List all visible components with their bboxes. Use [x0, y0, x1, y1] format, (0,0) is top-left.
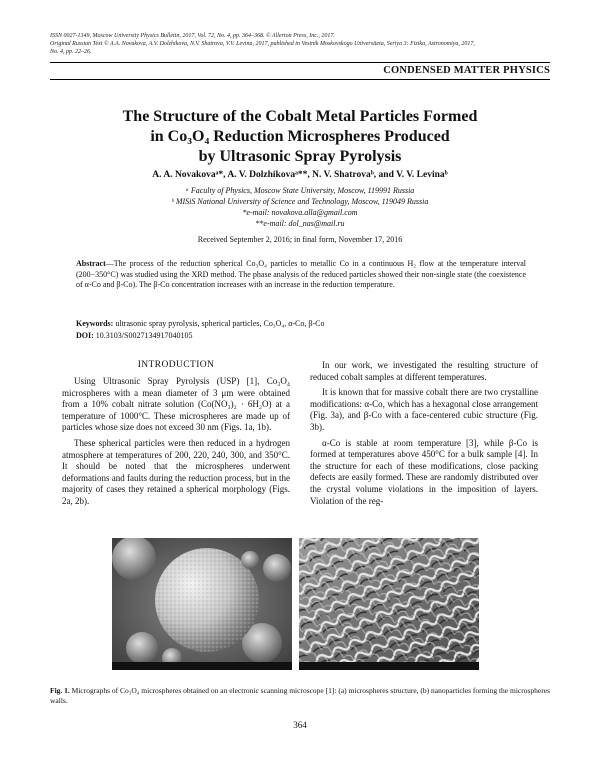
doi-text: 10.3103/S0027134917040105 [93, 331, 193, 340]
abstract-label: Abstract [76, 259, 106, 268]
email-1: *e-mail: novakova.alla@gmail.com [242, 208, 358, 217]
title-line-1: The Structure of the Cobalt Metal Particles Formed [122, 108, 478, 125]
email-2: **e-mail: dol_nas@mail.ru [255, 219, 345, 228]
figure-caption-text: Micrographs of Co₃O₄ microspheres obtained on an electronic scanning microscope [1]: (a) microspheres structure, (b) nanoparticles forming the microspheres walls. [50, 686, 550, 705]
left-column [62, 376, 290, 512]
journal-header-line-3: No. 4, pp. 22–26. [50, 49, 92, 55]
right-paragraph-2: It is known that for massive cobalt there are two crystalline modifications: α-Co, which has a hexagonal close arrangement (Fig. 3a), and β-Co with a face-centered cubic structure (Fig. 3b). [310, 387, 538, 432]
title-line-2: in Co₃O₄ Reduction Microspheres Produced [150, 128, 450, 145]
right-column [310, 360, 538, 511]
keywords-line [76, 318, 526, 329]
introduction-heading: INTRODUCTION [137, 360, 215, 370]
right-paragraph-3: α-Co is stable at room temperature [3], while β-Co is formed at temperatures above 450°C for a bulk sample [4]. In the structure for each of these modifications, close packing defects are easily formed. These are randomly distributed over the crystal volume violations in the imposition of layers. Violation of the reg- [310, 437, 538, 506]
figure-caption [50, 686, 550, 706]
micrograph-a-image [112, 538, 292, 670]
scalebar-b [299, 662, 479, 670]
figure-caption-label: Fig. 1. [50, 686, 70, 695]
journal-header-line-1: ISSN 0027-1349, Moscow University Physics Bulletin, 2017, Vol. 72, No. 4, pp. 364–368. © Allerton Press, Inc., 2017. [50, 33, 335, 39]
keywords-text: ultrasonic spray pyrolysis, spherical particles, Co₃O₄, α-Co, β-Co [113, 319, 325, 328]
journal-header-line-2: Original Russian Text © A.A. Novakova, A.V. Dolzhikova, N.V. Shatrova, V.V. Levina, 2017, published in Vestnik Moskovskogo Universiteta, Seriya 3: Fizika, Astronomiya, 2017, [50, 41, 475, 47]
scalebar-a [112, 662, 292, 670]
keywords-label: Keywords: [76, 319, 114, 328]
affiliation-a: ᵃ Faculty of Physics, Moscow State University, Moscow, 119991 Russia [185, 186, 415, 195]
doi-label: DOI: [76, 331, 94, 340]
header-rule-top [50, 62, 550, 63]
section-tag: CONDENSED MATTER PHYSICS [383, 65, 550, 76]
micrograph-b [299, 538, 479, 670]
micrograph-a [112, 538, 292, 670]
left-paragraph-2: These spherical particles were then reduced in a hydrogen atmosphere at temperatures of 200, 220, 240, 300, and 350°C. It should be noted that the microspheres underwent deformations and faults during the reduction process, but in the majority of cases they retained a spherical morphology (Figs. 2a, 2b). [62, 437, 290, 506]
abstract-text: —The process of the reduction spherical Co₃O₄ particles to metallic Co in a continuous H₂ flow at the temperature interval (200−350°C) was studied using the XRD method. The phase analysis of the reduced particles showed their non-single state (the coexistence of α-Co and β-Co). The β-Co concentration increases with an increase in the reduction temperature. [76, 259, 526, 289]
affiliations [50, 185, 550, 229]
affiliation-b: ᵇ MISiS National University of Science and Technology, Moscow, 119049 Russia [171, 197, 429, 206]
authors: A. A. Novakovaᵃ*, A. V. Dolzhikovaᵃ**, N. V. Shatrovaᵇ, and V. V. Levinaᵇ [152, 170, 448, 180]
article-title [60, 107, 540, 167]
page-number: 364 [293, 720, 307, 730]
header-rule-bottom [50, 79, 550, 80]
abstract [76, 259, 526, 291]
doi-line [76, 330, 526, 341]
micrograph-b-image [299, 538, 479, 670]
right-paragraph-1: In our work, we investigated the resulting structure of reduced cobalt samples at different temperatures. [310, 360, 538, 382]
left-paragraph-1: Using Ultrasonic Spray Pyrolysis (USP) [1], Co₃O₄ microspheres with a mean diameter of 3 μm were obtained from a 10% cobalt nitrate solution (Co(NO₃)₂ · 6H₂O) at a temperature of 1000°C. These microspheres are made up of particles whose size does not exceed 30 nm (Figs. 1a, 1b). [62, 376, 290, 433]
title-line-3: by Ultrasonic Spray Pyrolysis [198, 148, 402, 165]
received-date: Received September 2, 2016; in final form, November 17, 2016 [197, 235, 403, 244]
